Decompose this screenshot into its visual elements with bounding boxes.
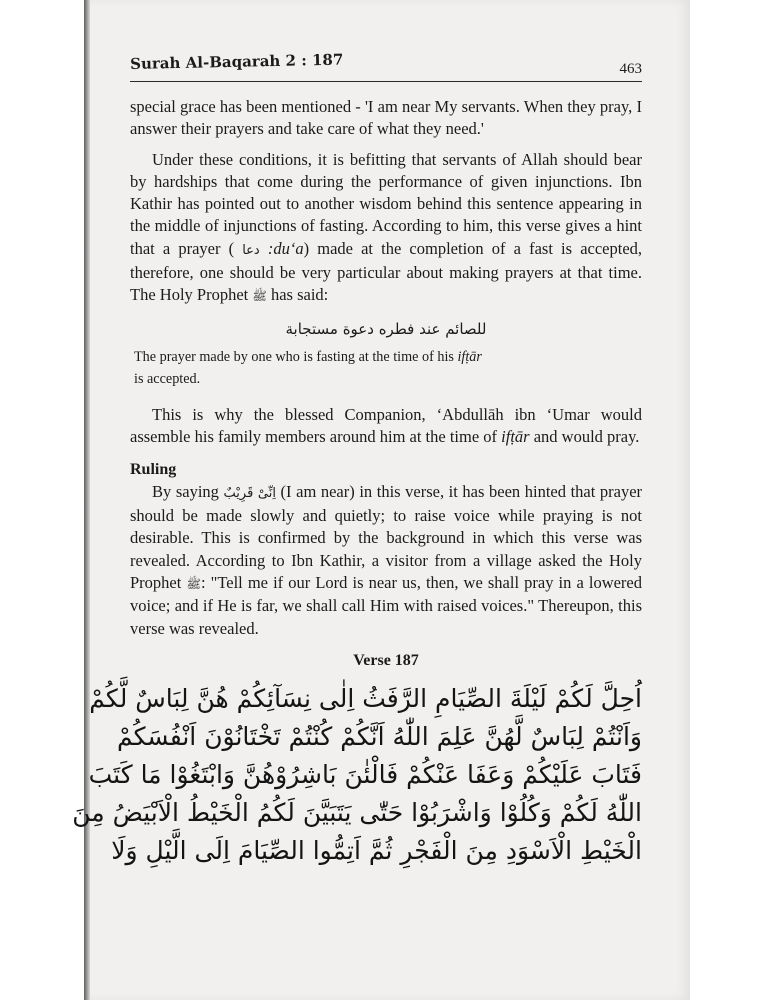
- paragraph-wisdom-text-3: has said:: [270, 285, 329, 305]
- verse-line: اللّٰهُ لَكُمْ وَكُلُوْا وَاشْرَبُوْا حَتّٰى يَتَبَيَّنَ لَكُمُ الْخَيْطُ الْاَبْيَضُ مِنَ: [72, 798, 642, 828]
- verse-line: اُحِلَّ لَكُمْ لَيْلَةَ الصِّيَامِ الرَّفَثُ اِلٰى نِسَآئِكُمْ هُنَّ لِبَاسٌ لَّكُمْ: [89, 684, 642, 714]
- paragraph-companion-term: ifṭār: [501, 427, 530, 447]
- paragraph-companion: [130, 404, 642, 449]
- salutation-mark-2: ﷺ: [186, 577, 201, 592]
- running-header: [130, 51, 642, 81]
- verse-arabic-text: [72, 680, 642, 870]
- paragraph-intro: special grace has been mentioned - 'I am near My servants. When they pray, I answer their prayers and take care of what they need.': [130, 97, 642, 139]
- paragraph-ruling: [130, 481, 642, 640]
- page-body: [72, 96, 643, 870]
- verse-heading: Verse 187: [353, 651, 419, 669]
- salutation-mark: ﷺ: [252, 289, 267, 304]
- paragraph-wisdom-text-2: ) made at the completion of a fast is accepted, therefore, one should be very particular about making prayers at that time. The Holy Prophet: [130, 238, 643, 305]
- arabic-dua-word: دعا: [242, 242, 260, 258]
- verse-line: فَتَابَ عَلَيْكُمْ وَعَفَا عَنْكُمْ فَالْئٰنَ بَاشِرُوْهُنَّ وَابْتَغُوْا مَا كَتَبَ: [88, 760, 642, 790]
- header-title: Surah Al-Baqarah 2 : 187: [130, 50, 344, 73]
- hadith-translation-text-1: The prayer made by one who is fasting at the time of his: [134, 348, 454, 365]
- paragraph-ruling-text-1: By saying: [152, 481, 219, 501]
- section-heading-ruling: Ruling: [130, 460, 177, 478]
- book-spine-shadow: [84, 0, 90, 1000]
- arabic-inni-qarib: اِنِّیْ قَرِیْبٌ: [223, 485, 276, 501]
- hadith-arabic: للصائم عند فطره دعوة مستجابة: [285, 319, 487, 338]
- hadith-translation-text-2: is accepted.: [134, 370, 201, 387]
- paragraph-companion-text-2: and would pray.: [533, 427, 640, 447]
- hadith-translation: [134, 346, 642, 390]
- paragraph-wisdom: [130, 149, 642, 308]
- header-rule: [130, 81, 642, 82]
- page-number: 463: [619, 61, 642, 77]
- paragraph-ruling-text-2: (I am near) in this verse, it has been hinted that prayer should be made slowly and quietly; to raise voice while praying is not desirable. This is confirmed by the background in which this verse was revealed. According to Ibn Kathir, a visitor from a village asked the Holy Prophet: [130, 481, 643, 593]
- hadith-translation-term: ifṭār: [457, 348, 482, 365]
- verse-line: الْخَيْطِ الْاَسْوَدِ مِنَ الْفَجْرِ ثُمَّ اَتِمُّوا الصِّيَامَ اِلَى الَّيْلِ وَلَا: [111, 836, 642, 866]
- paragraph-companion-text-1: This is why the blessed Companion, ‘Abdullāh ibn ‘Umar would assemble his family members around him at the time of: [130, 404, 642, 447]
- paragraph-ruling-text-3: : "Tell me if our Lord is near us, then, we shall pray in a lowered voice; and if He is far, we shall call Him with raised voices." Thereupon, this verse was revealed.: [130, 573, 643, 638]
- paragraph-wisdom-text-1: Under these conditions, it is befitting that servants of Allah should bear by hardships that come during the performance of given injunctions. Ibn Kathir has pointed out to another wisdom behind this sentence appearing in the middle of injunctions of fasting. According to him, this verse gives a hint that a prayer (: [130, 149, 642, 258]
- dua-transliteration: :du‘a: [267, 238, 304, 258]
- verse-line: وَاَنْتُمْ لِبَاسٌ لَّهُنَّ عَلِمَ اللّٰهُ اَنَّكُمْ كُنْتُمْ تَخْتَانُوْنَ اَنْفُسَكُمْ: [116, 722, 642, 752]
